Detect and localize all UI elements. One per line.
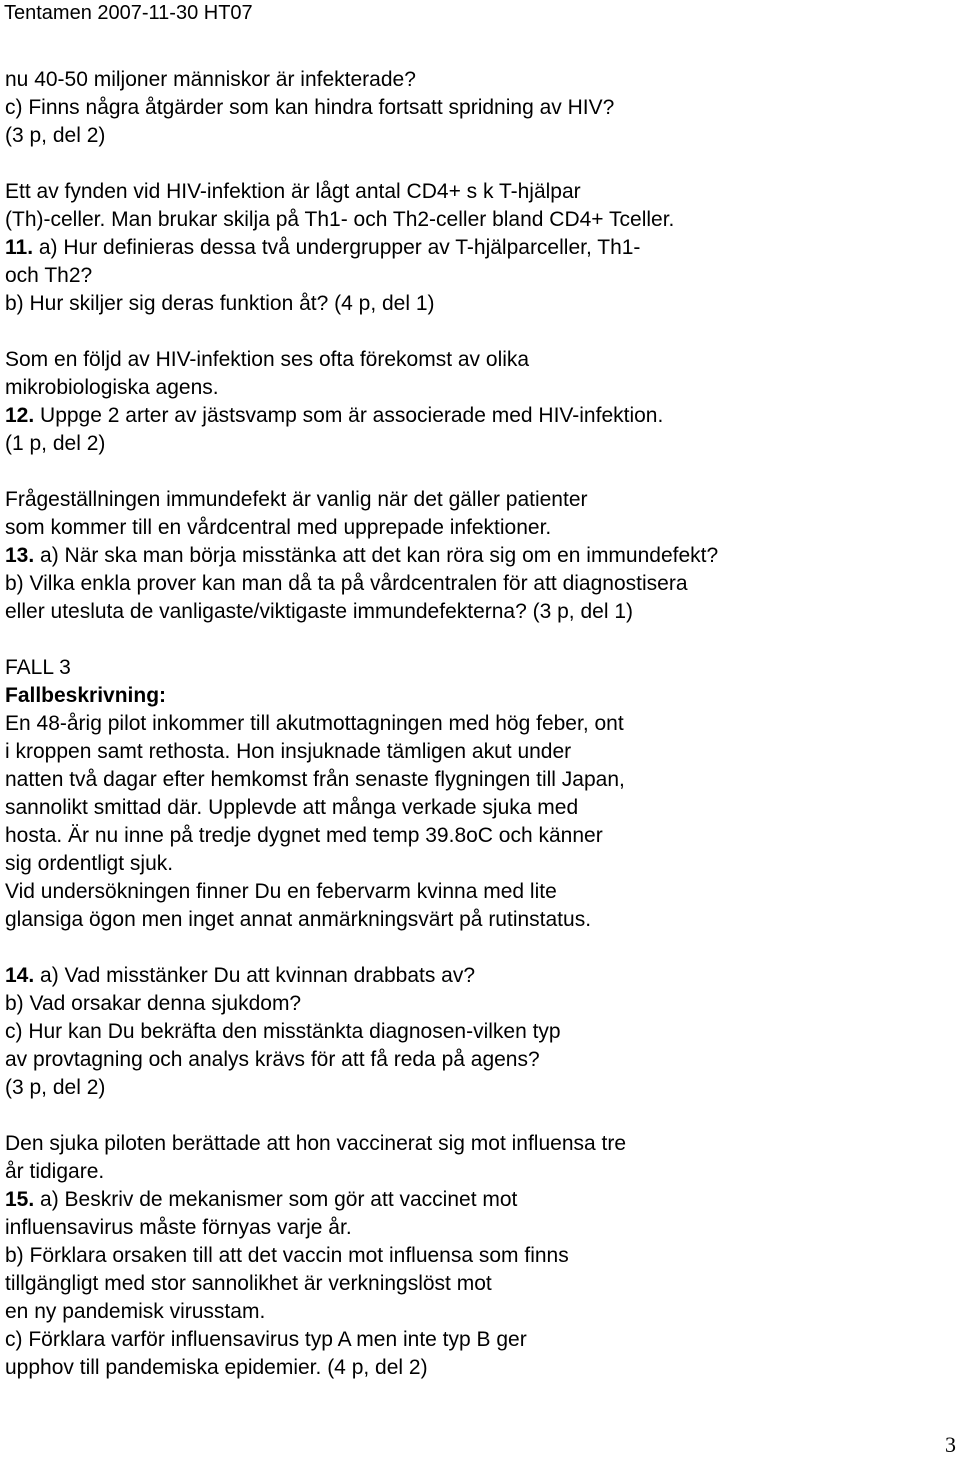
- text-line: av provtagning och analys krävs för att få reda på agens?: [5, 1048, 540, 1071]
- text-line: (3 p, del 2): [5, 1076, 106, 1099]
- text-line: c) Förklara varför influensavirus typ A men inte typ B ger: [5, 1328, 527, 1351]
- text-line: sannolikt smittad där. Upplevde att många verkade sjuka med: [5, 796, 579, 819]
- document-body: [5, 66, 950, 1382]
- question-15: [5, 1186, 950, 1214]
- question-number: 13.: [5, 544, 35, 567]
- question-text: a) Vad misstänker Du att kvinnan drabbats av?: [34, 964, 476, 987]
- text-line: (3 p, del 2): [5, 124, 106, 147]
- text-line: Ett av fynden vid HIV-infektion är lågt antal CD4+ s k T-hjälpar: [5, 180, 581, 203]
- text-line: (Th)-celler. Man brukar skilja på Th1- och Th2-celler bland CD4+ Tceller.: [5, 208, 675, 231]
- question-number: 11.: [5, 236, 34, 259]
- question-12: [5, 402, 950, 430]
- paragraph-gap: [5, 458, 950, 486]
- text-line: glansiga ögon men inget annat anmärkningsvärt på rutinstatus.: [5, 908, 592, 931]
- text-line: mikrobiologiska agens.: [5, 376, 219, 399]
- paragraph-gap: [5, 150, 950, 178]
- text-line: sig ordentligt sjuk.: [5, 852, 174, 875]
- text-line: och Th2?: [5, 264, 93, 287]
- question-text: a) Hur definieras dessa två undergrupper av T-hjälparceller, Th1-: [33, 236, 641, 259]
- question-14: [5, 962, 950, 990]
- text-line: Den sjuka piloten berättade att hon vaccinerat sig mot influensa tre: [5, 1132, 627, 1155]
- text-line: b) Förklara orsaken till att det vaccin mot influensa som finns: [5, 1244, 569, 1267]
- question-text: Uppge 2 arter av jästsvamp som är associerade med HIV-infektion.: [34, 404, 664, 427]
- paragraph-gap: [5, 318, 950, 346]
- text-line: som kommer till en vårdcentral med upprepade infektioner.: [5, 516, 552, 539]
- paragraph-gap: [5, 1102, 950, 1130]
- question-13: [5, 542, 950, 570]
- text-line: eller utesluta de vanligaste/viktigaste immundefekterna? (3 p, del 1): [5, 600, 634, 623]
- question-11: [5, 234, 950, 262]
- text-line: upphov till pandemiska epidemier. (4 p, del 2): [5, 1356, 428, 1379]
- text-line: b) Vilka enkla prover kan man då ta på vårdcentralen för att diagnostisera: [5, 572, 688, 595]
- text-line: en ny pandemisk virusstam.: [5, 1300, 266, 1323]
- page-number: 3: [945, 1432, 956, 1457]
- text-line: hosta. Är nu inne på tredje dygnet med temp 39.8oC och känner: [5, 824, 603, 847]
- case-description-heading: Fallbeskrivning:: [5, 684, 167, 707]
- text-line: influensavirus måste förnyas varje år.: [5, 1216, 352, 1239]
- text-line: En 48-årig pilot inkommer till akutmottagningen med hög feber, ont: [5, 712, 624, 735]
- text-line: b) Hur skiljer sig deras funktion åt? (4 p, del 1): [5, 292, 435, 315]
- text-line: i kroppen samt rethosta. Hon insjuknade tämligen akut under: [5, 740, 572, 763]
- text-line: b) Vad orsakar denna sjukdom?: [5, 992, 302, 1015]
- question-text: a) Beskriv de mekanismer som gör att vaccinet mot: [34, 1188, 518, 1211]
- question-number: 12.: [5, 404, 35, 427]
- text-line: natten två dagar efter hemkomst från senaste flygningen till Japan,: [5, 768, 625, 791]
- question-number: 15.: [5, 1188, 35, 1211]
- text-line: c) Finns några åtgärder som kan hindra fortsatt spridning av HIV?: [5, 96, 615, 119]
- text-line: c) Hur kan Du bekräfta den misstänkta diagnosen-vilken typ: [5, 1020, 561, 1043]
- text-line: nu 40-50 miljoner människor är infekterade?: [5, 68, 416, 91]
- text-line: Som en följd av HIV-infektion ses ofta förekomst av olika: [5, 348, 530, 371]
- text-line: Frågeställningen immundefekt är vanlig när det gäller patienter: [5, 488, 588, 511]
- question-number: 14.: [5, 964, 35, 987]
- text-line: år tidigare.: [5, 1160, 105, 1183]
- document-header: Tentamen 2007-11-30 HT07: [4, 2, 253, 24]
- question-text: a) När ska man börja misstänka att det kan röra sig om en immundefekt?: [34, 544, 719, 567]
- text-line: Vid undersökningen finner Du en febervarm kvinna med lite: [5, 880, 557, 903]
- text-line: tillgängligt med stor sannolikhet är verkningslöst mot: [5, 1272, 492, 1295]
- text-line: (1 p, del 2): [5, 432, 106, 455]
- paragraph-gap: [5, 626, 950, 654]
- paragraph-gap: [5, 934, 950, 962]
- case-title: FALL 3: [5, 656, 71, 679]
